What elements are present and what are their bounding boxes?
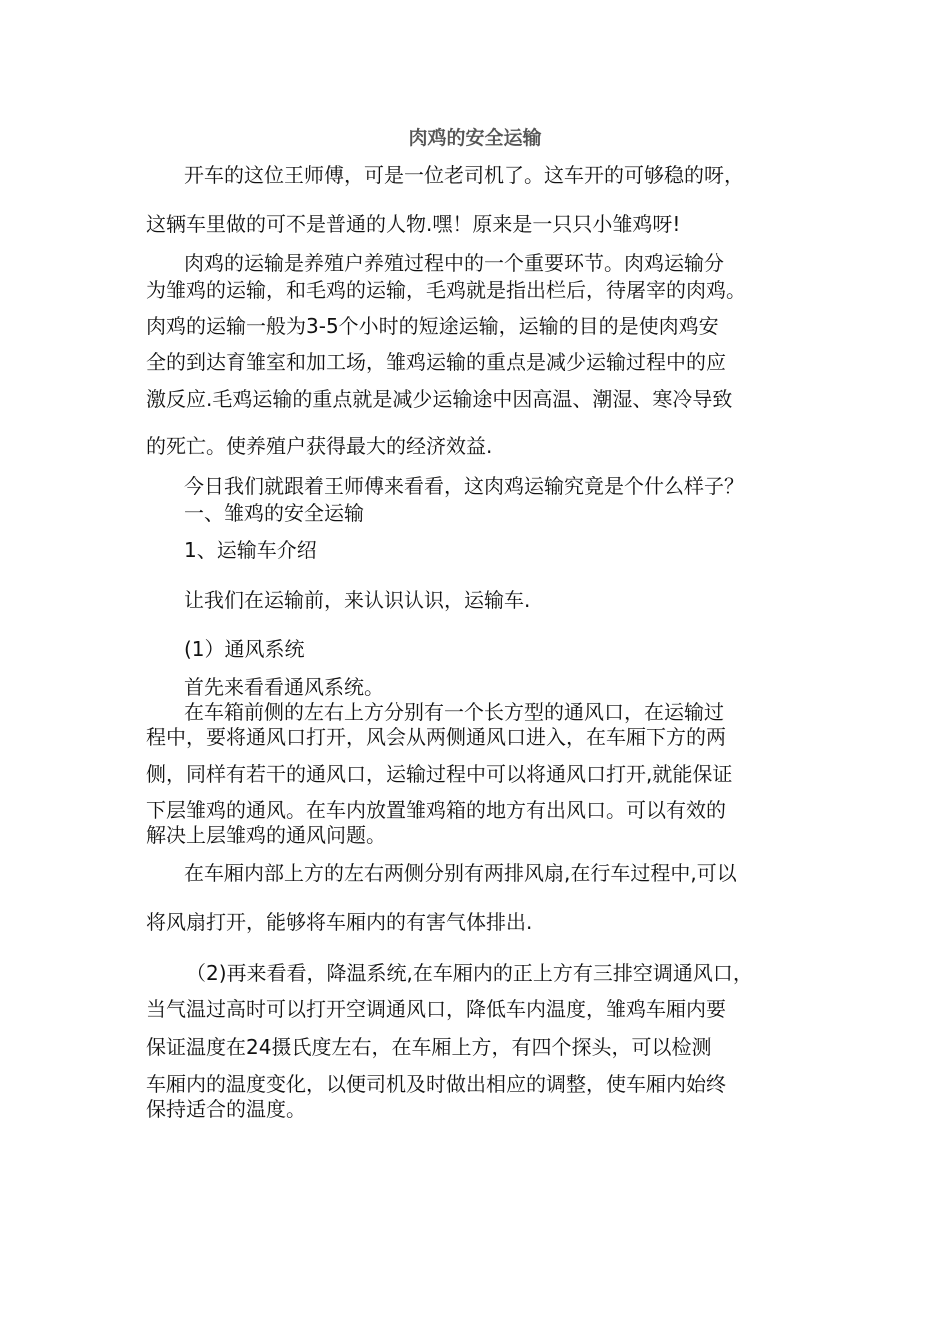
paragraph-line: 程中，要将通风口打开，风会从两侧通风口进入，在车厢下方的两 [146, 725, 726, 749]
paragraph-line: 下层雏鸡的通风。在车内放置雏鸡箱的地方有出风口。可以有效的 [146, 798, 726, 822]
subsection-heading: 1、运输车介绍 [184, 538, 317, 562]
paragraph-line: 当气温过高时可以打开空调通风口，降低车内温度，雏鸡车厢内要 [146, 997, 726, 1021]
paragraph-line: 保证温度在24摄氏度左右，在车厢上方，有四个探头，可以检测 [146, 1035, 712, 1059]
document-title: 肉鸡的安全运输 [408, 127, 542, 149]
paragraph-line: 车厢内的温度变化，以便司机及时做出相应的调整，使车厢内始终 [146, 1072, 726, 1096]
paragraph-line: 这辆车里做的可不是普通的人物.嘿！原来是一只只小雏鸡呀! [146, 212, 681, 236]
paragraph-line: 侧，同样有若干的通风口，运输过程中可以将通风口打开,就能保证 [146, 762, 733, 786]
paragraph-line: 将风扇打开，能够将车厢内的有害气体排出. [146, 910, 533, 934]
paragraph-line: 保持适合的温度。 [146, 1097, 306, 1121]
paragraph-line: 在车箱前侧的左右上方分别有一个长方型的通风口，在运输过 [184, 700, 724, 724]
subsection-heading: (1）通风系统 [184, 637, 305, 661]
paragraph-line: 为雏鸡的运输，和毛鸡的运输，毛鸡就是指出栏后，待屠宰的肉鸡。 [146, 278, 746, 302]
paragraph-line: （2)再来看看，降温系统,在车厢内的正上方有三排空调通风口， [186, 961, 753, 985]
paragraph-line: 的死亡。使养殖户获得最大的经济效益. [146, 434, 493, 458]
paragraph-line: 首先来看看通风系统。 [184, 675, 384, 699]
section-heading: 一、雏鸡的安全运输 [184, 501, 364, 525]
paragraph-line: 解决上层雏鸡的通风问题。 [146, 823, 386, 847]
paragraph-line: 开车的这位王师傅，可是一位老司机了。这车开的可够稳的呀， [184, 163, 744, 187]
paragraph-line: 肉鸡的运输是养殖户养殖过程中的一个重要环节。肉鸡运输分 [184, 251, 724, 275]
paragraph-line: 激反应.毛鸡运输的重点就是减少运输途中因高温、潮湿、寒冷导致 [146, 387, 733, 411]
paragraph-line: 肉鸡的运输一般为3-5个小时的短途运输，运输的目的是使肉鸡安 [146, 314, 719, 338]
paragraph-line: 今日我们就跟着王师傅来看看，这肉鸡运输究竟是个什么样子？ [184, 474, 744, 498]
paragraph-line: 全的到达育雏室和加工场，雏鸡运输的重点是减少运输过程中的应 [146, 350, 726, 374]
paragraph-line: 在车厢内部上方的左右两侧分别有两排风扇,在行车过程中,可以 [184, 861, 737, 885]
paragraph-line: 让我们在运输前，来认识认识，运输车. [184, 588, 531, 612]
